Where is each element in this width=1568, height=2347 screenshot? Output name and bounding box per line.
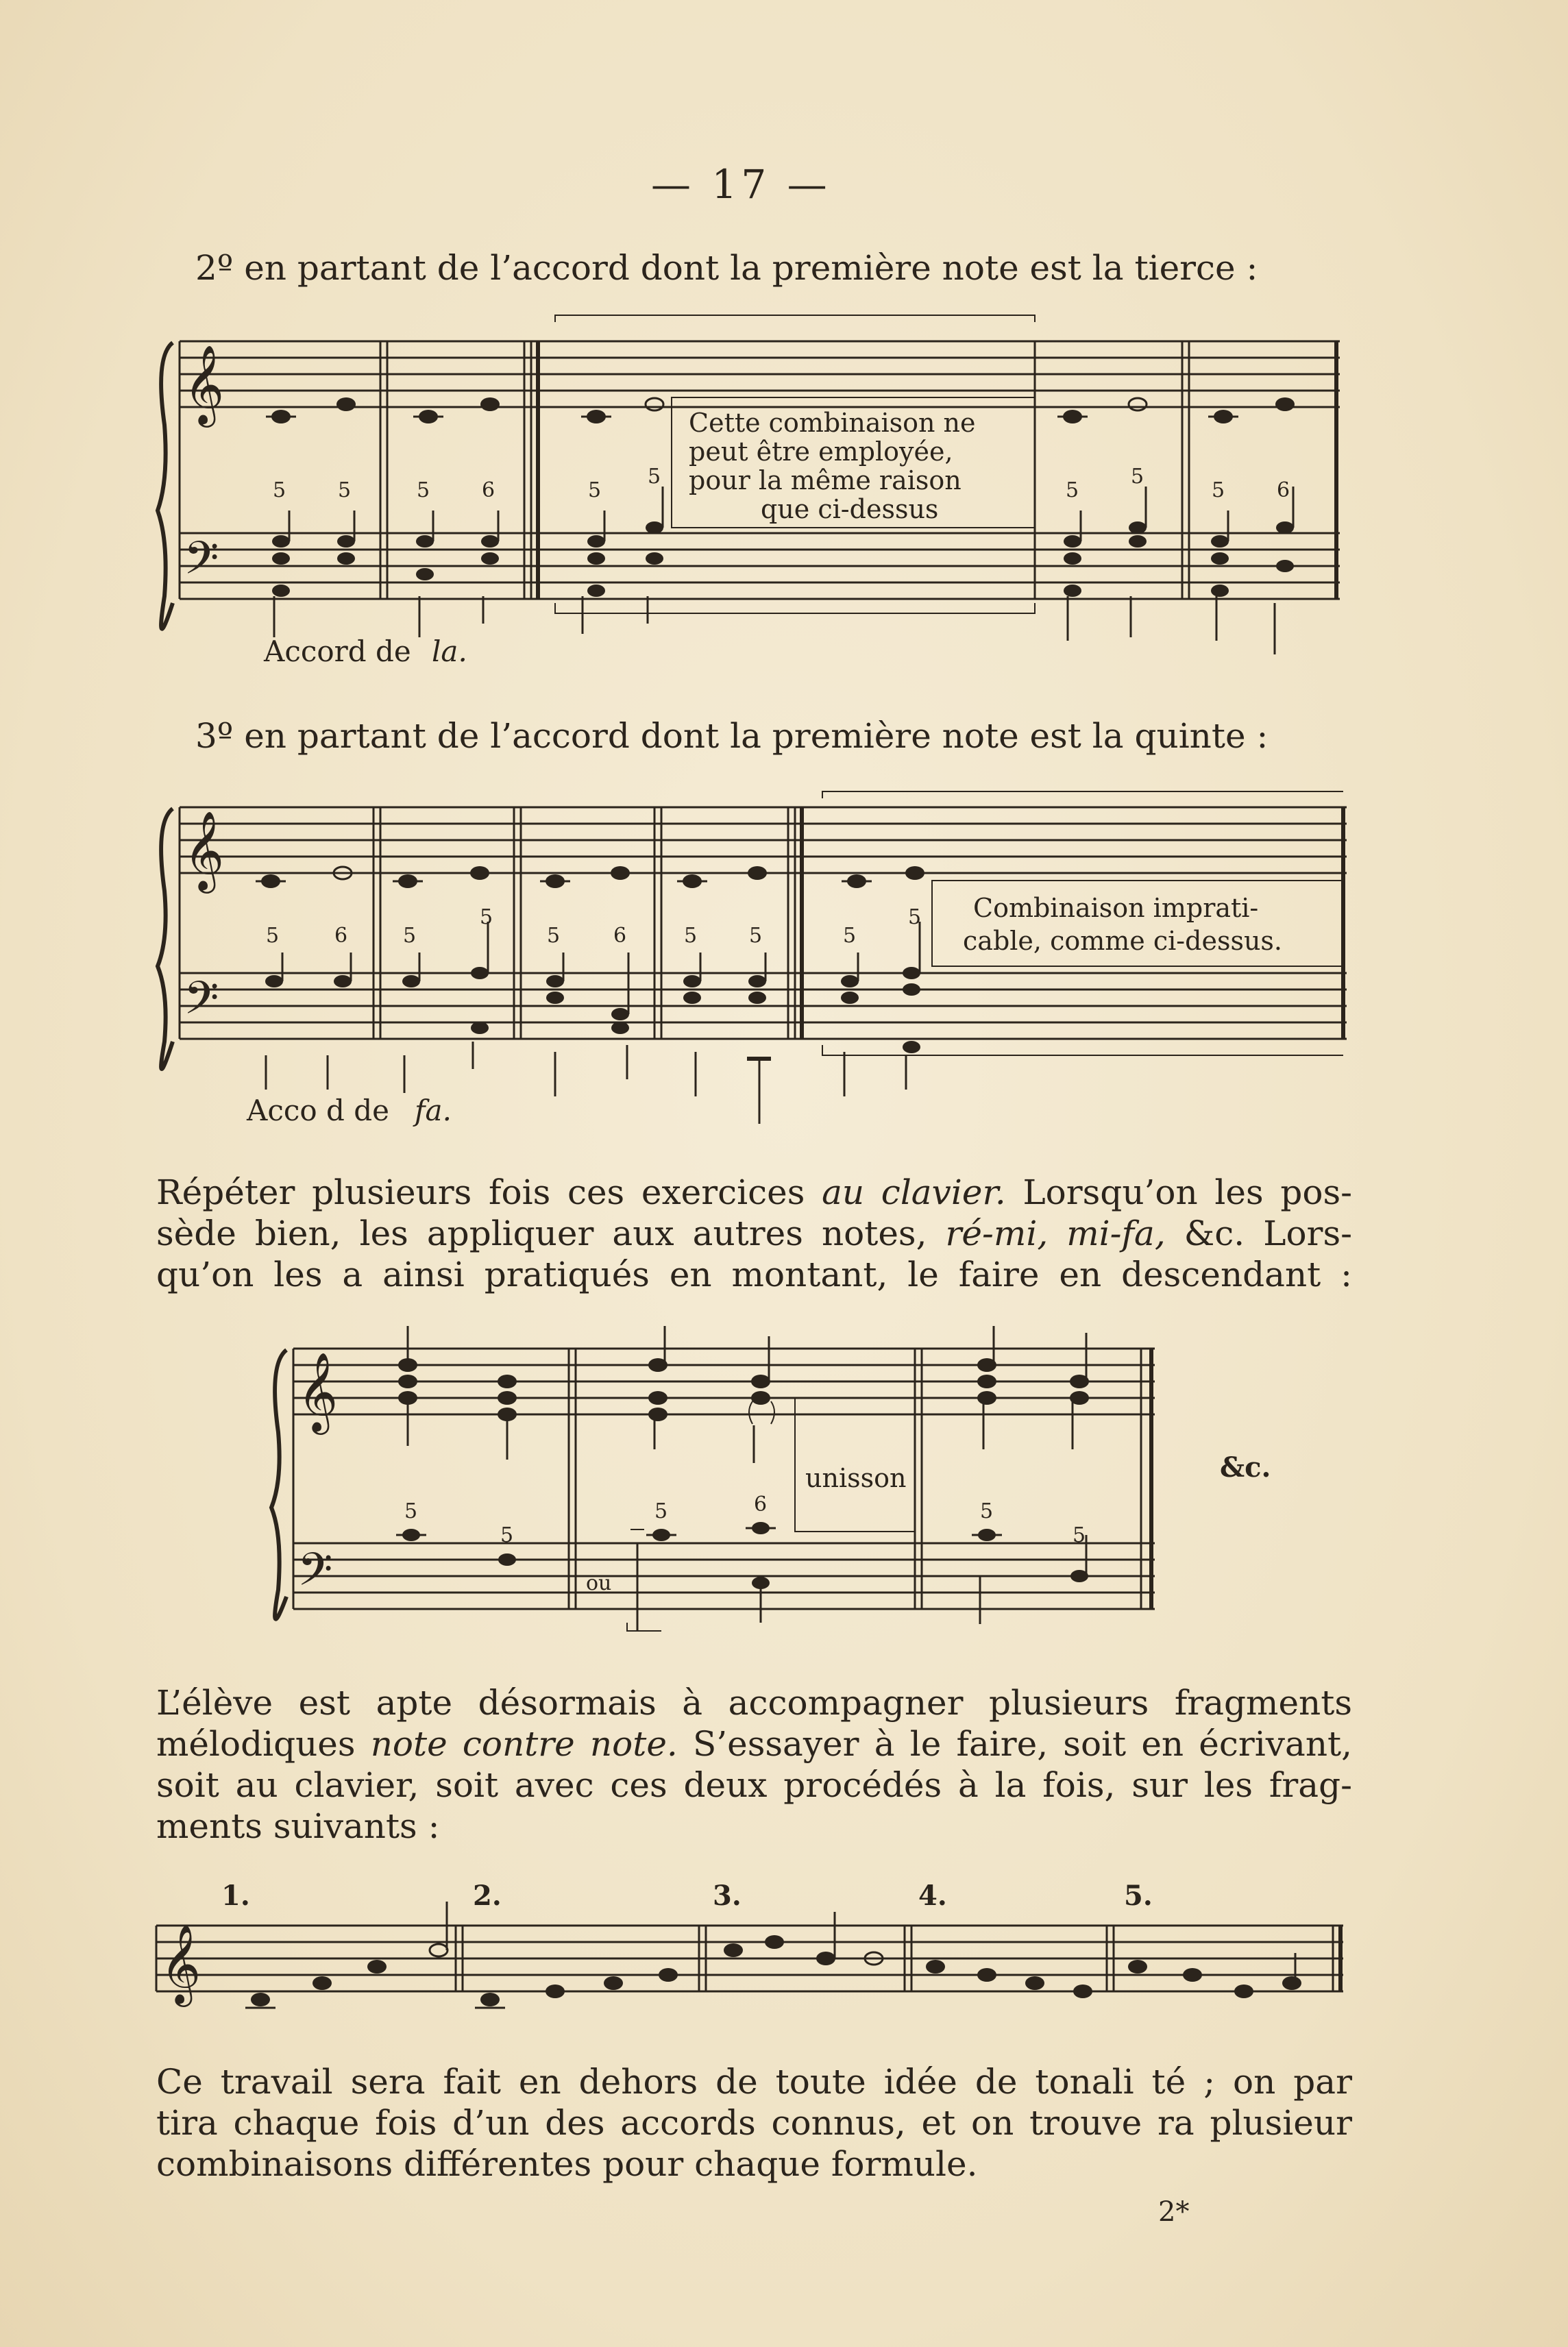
signature-mark: 2*	[1158, 2196, 1190, 2228]
fragment-notes	[251, 1935, 1301, 2006]
caption-accord-fa-prefix: Acco d de	[247, 1094, 389, 1127]
figure: 5	[654, 1499, 668, 1523]
figure: 5	[338, 478, 352, 502]
figure: 5	[500, 1523, 514, 1547]
caption-accord-fa-key: fa.	[415, 1094, 452, 1127]
note-box-line: que ci-dessus	[761, 494, 939, 524]
etc-mark: &c.	[1220, 1451, 1271, 1484]
figure: 5	[1131, 465, 1144, 489]
bass-clef-icon: 𝄢	[297, 1543, 333, 1607]
caption-accord-la-prefix: Accord de	[264, 635, 411, 668]
para2-line2: mélodiques note contre note. S’essayer à le faire, soit en écrivant,	[156, 1724, 1353, 1764]
figure: 5	[1073, 1523, 1086, 1547]
figure: 5	[404, 1499, 418, 1523]
notes-treble-2	[261, 866, 924, 888]
example-quinte-system	[158, 791, 1347, 1124]
bass-staff-3	[293, 1543, 1155, 1609]
figure: 6	[613, 924, 627, 948]
bass-clef-icon: 𝄢	[184, 532, 219, 595]
figure: 5	[273, 478, 286, 502]
para2-line4: ments suivants :	[156, 1806, 440, 1846]
note-box-line: Cette combinaison ne	[689, 408, 976, 438]
para3-line2: tira chaque fois d’un des accords connus, et on trouve ra plusieur	[156, 2103, 1352, 2143]
figure: 5	[843, 924, 857, 948]
note-box-line: Combinaison imprati-	[973, 893, 1259, 923]
figure: 6	[482, 478, 495, 502]
figure: 5	[547, 924, 561, 948]
treble-clef-icon: 𝄞	[160, 1924, 201, 2004]
section2-heading: 2º en partant de l’accord dont la première note est la tierce :	[195, 248, 1258, 288]
para1-line3: qu’on les a ainsi pratiqués en montant, le faire en descendant :	[156, 1255, 1352, 1294]
fragment-number: 3.	[713, 1880, 742, 1912]
bass-clef-icon: 𝄢	[184, 972, 219, 1035]
section3-heading: 3º en partant de l’accord dont la première note est la quinte :	[195, 716, 1269, 756]
treble-clef-icon: 𝄞	[184, 344, 225, 424]
note-box-line: pour la même raison	[689, 465, 961, 495]
figure: 5	[648, 465, 661, 489]
para3-line1: Ce travail sera fait en dehors de toute idée de tonali té ; on par	[156, 2062, 1352, 2102]
para3-line3: combinaisons différentes pour chaque formule.	[156, 2144, 978, 2184]
note-box-line: peut être employée,	[689, 437, 953, 467]
figure: 5	[266, 924, 280, 948]
note-box-line: cable, comme ci-dessus.	[963, 926, 1283, 956]
figure: 6	[334, 924, 348, 948]
figure: 6	[1277, 478, 1290, 502]
figure: 5	[980, 1499, 994, 1523]
treble-clef-icon: 𝄞	[297, 1351, 339, 1431]
para2-line1: L’élève est apte désormais à accompagner plusieurs fragments	[156, 1683, 1352, 1723]
figure: 5	[417, 478, 430, 502]
figure: 5	[749, 924, 763, 948]
example-descending-system	[271, 1326, 1155, 1631]
figure: 5	[1066, 478, 1079, 502]
fragment-number: 1.	[221, 1880, 250, 1912]
treble-staff-3	[293, 1349, 1155, 1414]
page-number: — 17 —	[651, 161, 831, 208]
figure: 5	[588, 478, 602, 502]
notes-treble-3	[398, 1358, 1089, 1421]
fragment-number: 2.	[473, 1880, 502, 1912]
para1-line2: sède bien, les appliquer aux autres notes, ré-mi, mi-fa, &c. Lors-	[156, 1214, 1352, 1253]
label-unisson: unisson	[805, 1463, 907, 1493]
figure: 5	[908, 905, 922, 929]
notes-bass-2	[265, 967, 920, 1053]
para2-line3: soit au clavier, soit avec ces deux procédés à la fois, sur les frag-	[156, 1765, 1352, 1805]
fragment-number: 5.	[1124, 1880, 1153, 1912]
para1-line1: Répéter plusieurs fois ces exercices au clavier. Lorsqu’on les pos-	[156, 1172, 1352, 1212]
figure: 5	[1212, 478, 1225, 502]
caption-accord-la-key: la.	[432, 635, 467, 668]
treble-staff-2	[180, 807, 1347, 873]
fragment-number: 4.	[918, 1880, 947, 1912]
fragments-staff	[156, 1902, 1343, 2008]
label-ou: ou	[586, 1571, 612, 1595]
figure: 5	[684, 924, 698, 948]
treble-clef-icon: 𝄞	[184, 810, 225, 890]
figure: 6	[754, 1492, 768, 1516]
figure: 5	[403, 924, 417, 948]
figure: 5	[480, 905, 493, 929]
